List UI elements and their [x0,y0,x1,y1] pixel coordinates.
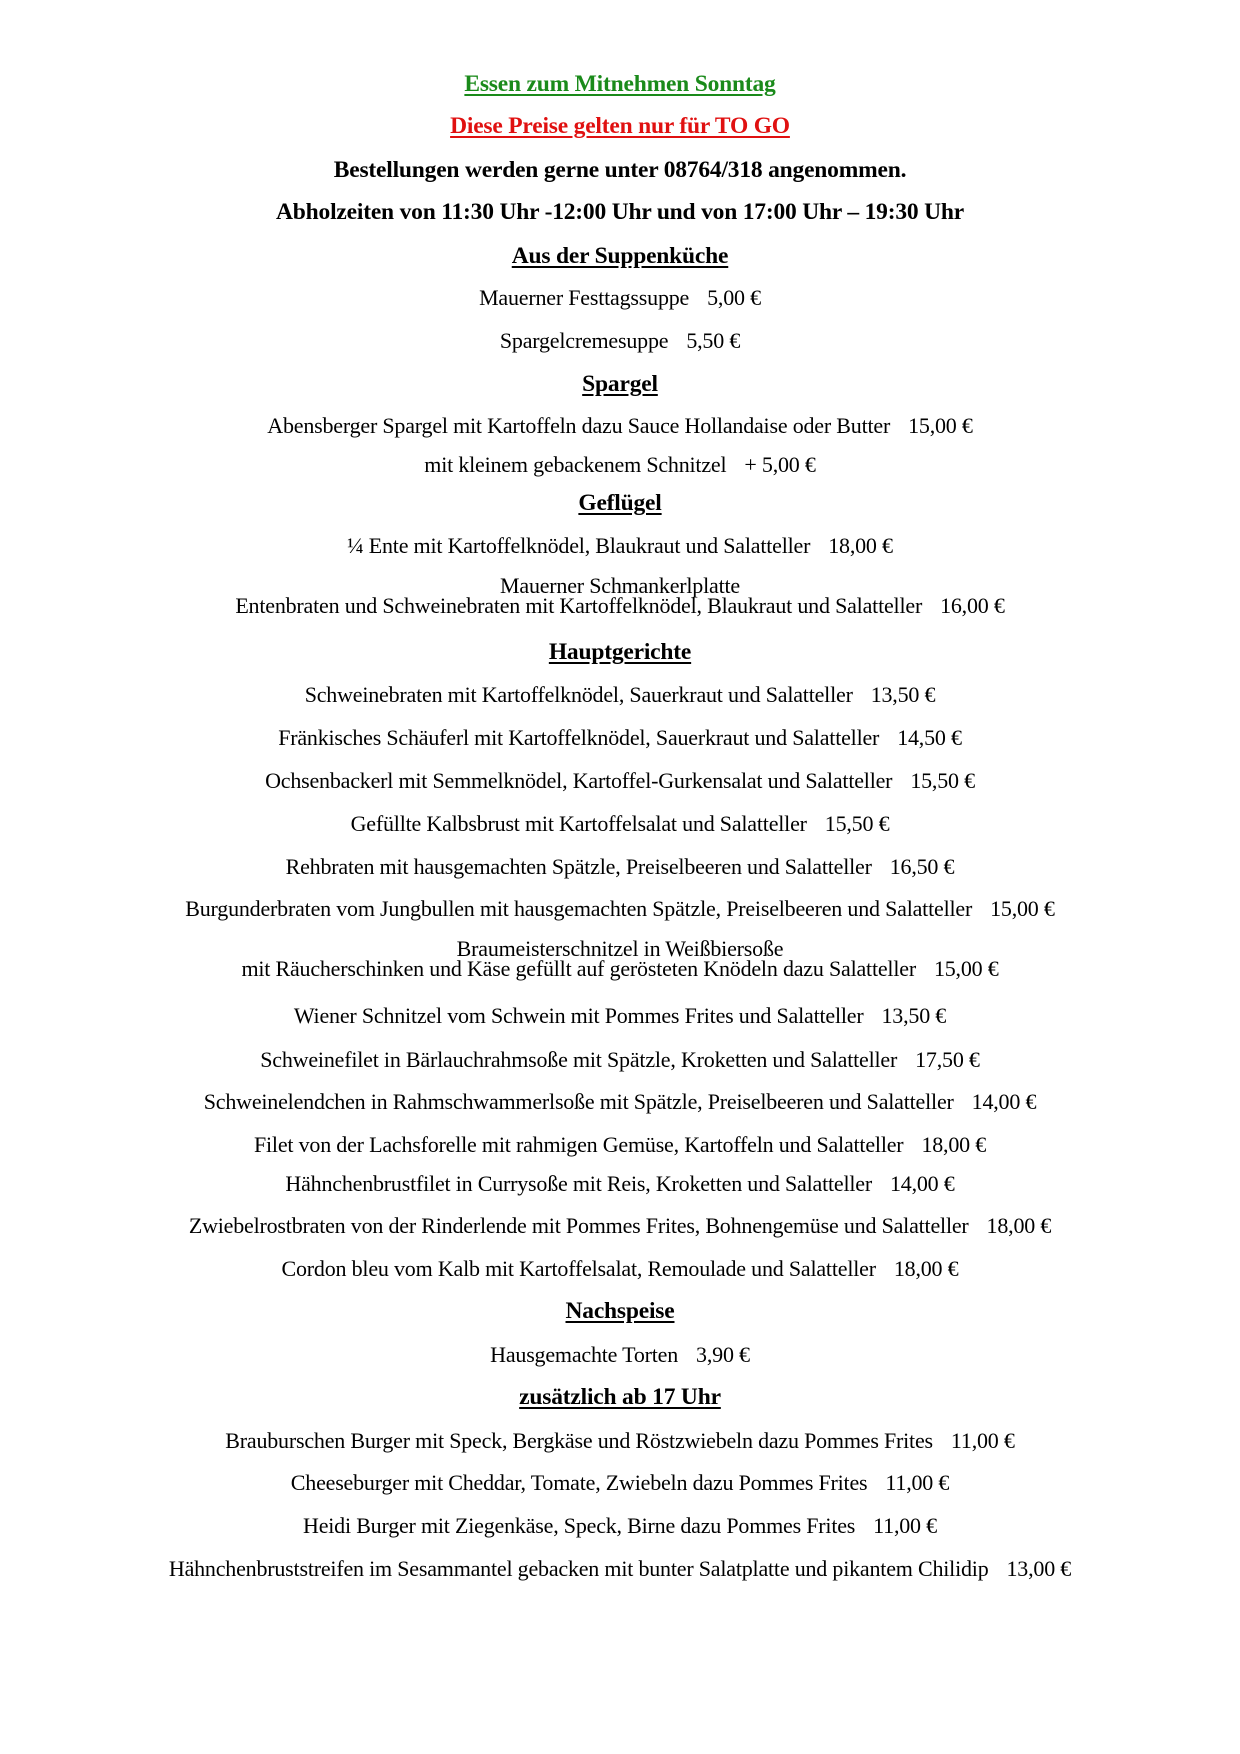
menu-item-name: Mauerner Festtagssuppe [479,285,690,310]
section-heading-row [0,1384,1240,1410]
menu-item [0,682,1240,708]
menu-item-name: Wiener Schnitzel vom Schwein mit Pommes Frites und Salatteller [293,1003,864,1028]
menu-item-price: 11,00 € [950,1428,1015,1453]
menu-item-price: 11,00 € [885,1470,950,1495]
menu-item-price: 13,50 € [881,1003,947,1028]
menu-item-name: Gefüllte Kalbsbrust mit Kartoffelsalat und Salatteller [350,811,807,836]
menu-title-row [0,71,1240,97]
menu-item [0,811,1240,837]
menu-item-price: 15,50 € [824,811,890,836]
menu-item [0,854,1240,880]
menu-item-name: Burgunderbraten vom Jungbullen mit hausgemachten Spätzle, Preiselbeeren und Salatteller [185,896,973,921]
menu-item [0,413,1240,439]
menu-item-price: 15,50 € [910,768,975,793]
menu-item-name: Zwiebelrostbraten von der Rinderlende mit Pommes Frites, Bohnengemüse und Salatteller [188,1213,969,1238]
togo-notice-row [0,113,1240,139]
menu-item [0,1089,1240,1115]
menu-item [0,533,1240,559]
menu-item [0,1256,1240,1282]
menu-item [0,573,1240,618]
pickup-times: Abholzeiten von 11:30 Uhr -12:00 Uhr und von 17:00 Uhr – 19:30 Uhr [276,199,964,225]
menu-item [0,1342,1240,1368]
menu-item [0,1047,1240,1073]
section-heading-row [0,490,1240,516]
menu-item-price: 15,00 € [933,956,999,981]
menu-item-price: 17,50 € [915,1047,980,1072]
section-heading-row [0,371,1240,397]
section-heading: zusätzlich ab 17 Uhr [519,1384,721,1410]
menu-item [0,896,1240,922]
menu-item [0,1213,1240,1239]
menu-item-price: 16,50 € [889,854,955,879]
menu-item [0,1513,1240,1539]
menu-item-name: mit Räucherschinken und Käse gefüllt auf gerösteten Knödeln dazu Salatteller [241,956,916,981]
section-heading: Nachspeise [565,1298,675,1324]
menu-item-description-line [0,956,1240,981]
menu-item-price: 15,00 € [908,413,973,438]
menu-item-name: Entenbraten und Schweinebraten mit Kartoffelknödel, Blaukraut und Salatteller [235,593,923,618]
menu-item [0,328,1240,354]
order-info: Bestellungen werden gerne unter 08764/318 angenommen. [333,157,907,183]
section-heading: Aus der Suppenküche [511,243,729,269]
section-heading-row [0,1298,1240,1324]
menu-item-name: Hausgemachte Torten [490,1342,679,1367]
menu-item-name: Fränkisches Schäuferl mit Kartoffelknödel, Sauerkraut und Salatteller [278,725,880,750]
menu-item-name: ¼ Ente mit Kartoffelknödel, Blaukraut und Salatteller [347,533,811,558]
menu-item-name: Abensberger Spargel mit Kartoffeln dazu Sauce Hollandaise oder Butter [267,413,891,438]
menu-item-price: 14,00 € [889,1171,955,1196]
menu-item-name: mit kleinem gebackenem Schnitzel [424,452,727,477]
menu-item-price: 5,50 € [686,328,741,353]
menu-item-price: 5,00 € [707,285,761,310]
menu-item-price: + 5,00 € [744,452,816,477]
menu-item-name: Cordon bleu vom Kalb mit Kartoffelsalat, Remoulade und Salatteller [281,1256,876,1281]
menu-item-price: 18,00 € [828,533,893,558]
menu-item-name: Ochsenbackerl mit Semmelknödel, Kartoffel-Gurkensalat und Salatteller [265,768,893,793]
menu-item-name: Cheeseburger mit Cheddar, Tomate, Zwiebeln dazu Pommes Frites [290,1470,868,1495]
menu-item-name: Filet von der Lachsforelle mit rahmigen Gemüse, Kartoffeln und Salatteller [253,1132,904,1157]
section-heading: Hauptgerichte [548,639,692,665]
menu-item-price: 18,00 € [986,1213,1052,1238]
menu-item-price: 18,00 € [893,1256,959,1281]
menu-item [0,725,1240,751]
menu-item-name: Schweinebraten mit Kartoffelknödel, Sauerkraut und Salatteller [304,682,853,707]
menu-item-description-line [0,593,1240,618]
menu-item [0,1556,1240,1582]
togo-notice: Diese Preise gelten nur für TO GO [450,113,790,139]
menu-item [0,936,1240,981]
menu-item-price: 3,90 € [696,1342,750,1367]
menu-item [0,1132,1240,1158]
menu-item-price: 18,00 € [921,1132,987,1157]
menu-item-title: Braumeisterschnitzel in Weißbiersoße [456,936,784,961]
menu-item [0,1428,1240,1454]
menu-item [0,1171,1240,1197]
menu-item [0,1003,1240,1029]
menu-item [0,452,1240,478]
menu-item-price: 13,50 € [870,682,936,707]
menu-item-name: Brauburschen Burger mit Speck, Bergkäse und Röstzwiebeln dazu Pommes Frites [225,1428,933,1453]
menu-item-name: Rehbraten mit hausgemachten Spätzle, Preiselbeeren und Salatteller [285,854,872,879]
menu-item-price: 13,00 € [1006,1556,1072,1581]
menu-item-price: 14,00 € [971,1089,1037,1114]
menu-item-price: 14,50 € [897,725,962,750]
menu-item-title: Mauerner Schmankerlplatte [500,573,740,598]
menu-item-name: Schweinelendchen in Rahmschwammerlsoße mit Spätzle, Preiselbeeren und Salatteller [203,1089,954,1114]
menu-item-price: 15,00 € [990,896,1055,921]
menu-item [0,768,1240,794]
section-heading-row [0,639,1240,665]
menu-item-name: Spargelcremesuppe [499,328,669,353]
section-heading-row [0,243,1240,269]
menu-item-name: Schweinefilet in Bärlauchrahmsoße mit Spätzle, Kroketten und Salatteller [260,1047,898,1072]
menu-item-price: 11,00 € [873,1513,937,1538]
menu-item-price: 16,00 € [940,593,1005,618]
menu-item [0,285,1240,311]
section-heading: Geflügel [578,490,662,516]
menu-item-name: Hähnchenbrustfilet in Currysoße mit Reis, Kroketten und Salatteller [285,1171,872,1196]
menu-item-name: Heidi Burger mit Ziegenkäse, Speck, Birne dazu Pommes Frites [303,1513,856,1538]
menu-item [0,1470,1240,1496]
menu-title: Essen zum Mitnehmen Sonntag [464,71,776,97]
menu-item-name: Hähnchenbruststreifen im Sesammantel gebacken mit bunter Salatplatte und pikantem Chilidip [168,1556,989,1581]
section-heading: Spargel [582,371,658,397]
